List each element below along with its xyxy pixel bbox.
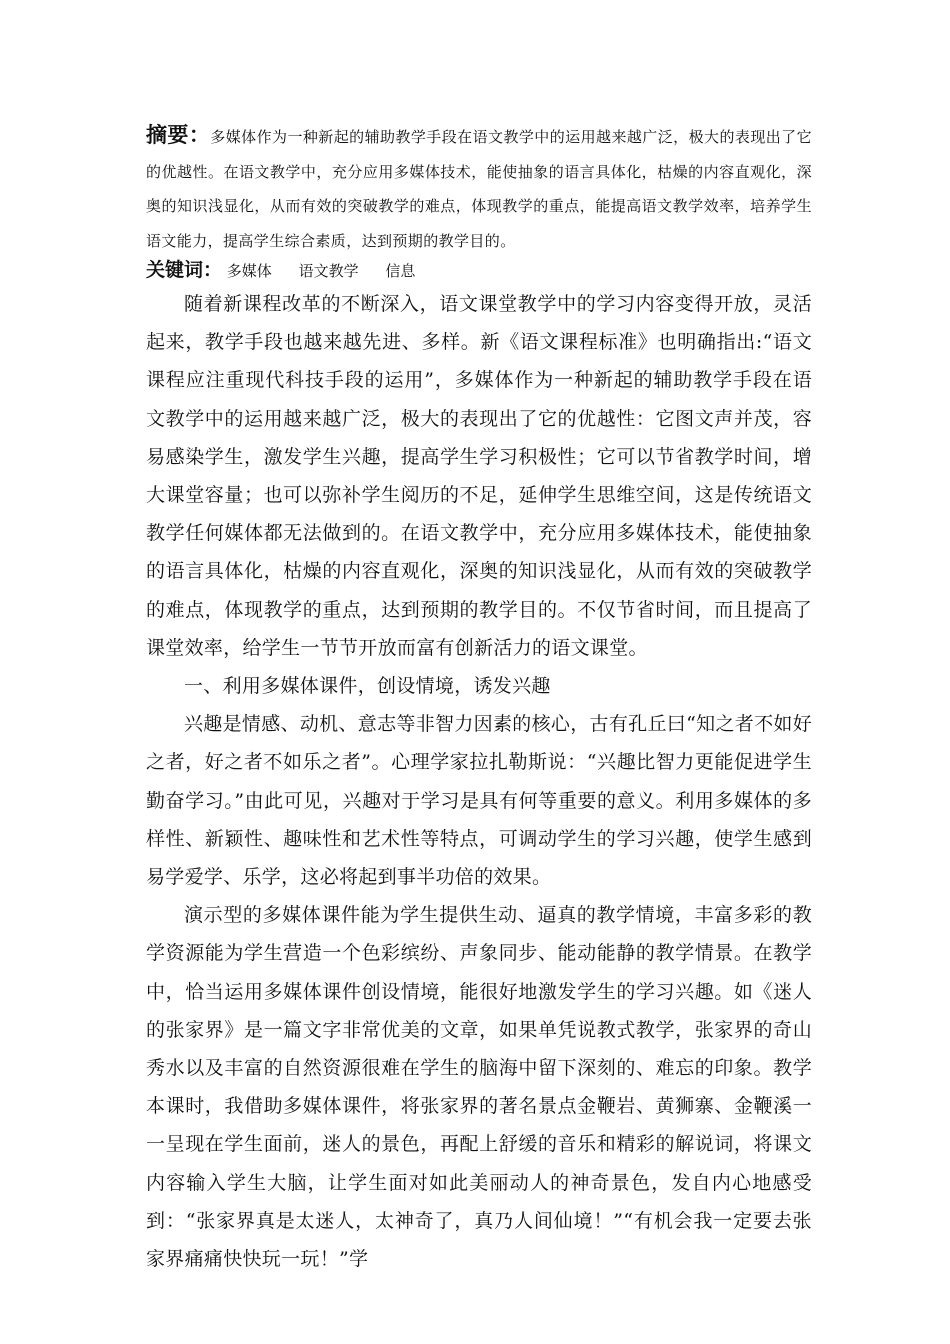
document-page [146,118,812,1278]
keyword-item: 多媒体 [226,262,272,280]
keyword-item: 信息 [385,262,416,280]
body-text [146,285,812,1278]
abstract-block [146,118,812,258]
section-paragraph: 兴趣是情感、动机、意志等非智力因素的核心，古有孔丘曰“知之者不如好之者，好之者不如乐之者”。心理学家拉扎勒斯说：“兴趣比智力更能促进学生勤奋学习。”由此可见，兴趣对于学习是具有何等重要的意义。利用多媒体的多样性、新颖性、趣味性和艺术性等特点，可调动学生的学习兴趣，使学生感到易学爱学、乐学，这必将起到事半功倍的效果。 [146,713,812,889]
keywords-line [146,256,812,285]
keyword-item: 语文教学 [298,262,359,280]
section-heading: 一、利用多媒体课件，创设情境，诱发兴趣 [184,675,551,698]
intro-paragraph: 随着新课程改革的不断深入，语文课堂教学中的学习内容变得开放，灵活起来，教学手段也越来越先进、多样。新《语文课程标准》也明确指出:“语文课程应注重现代科技手段的运用”，多媒体作为一种新起的辅助教学手段在语文教学中的运用越来越广泛，极大的表现出了它的优越性：它图文声并茂，容易感染学生，激发学生兴趣，提高学生学习积极性；它可以节省教学时间，增大课堂容量；也可以弥补学生阅历的不足，延伸学生思维空间，这是传统语文教学任何媒体都无法做到的。在语文教学中，充分应用多媒体技术，能使抽象的语言具体化，枯燥的内容直观化，深奥的知识浅显化，从而有效的突破教学的难点，体现教学的重点，达到预期的教学目的。不仅节省时间，而且提高了课堂效率，给学生一节节开放而富有创新活力的语文课堂。 [146,293,812,659]
abstract-label: 摘要： [146,123,211,147]
section-paragraph: 演示型的多媒体课件能为学生提供生动、逼真的教学情境，丰富多彩的教学资源能为学生营造一个色彩缤纷、声象同步、能动能静的教学情景。在教学中，恰当运用多媒体课件创设情境，能很好地激发学生的学习兴趣。如《迷人的张家界》是一篇文字非常优美的文章，如果单凭说教式教学，张家界的奇山秀水以及丰富的自然资源很难在学生的脑海中留下深刻的、难忘的印象。教学本课时，我借助多媒体课件，将张家界的著名景点金鞭岩、黄狮寨、金鞭溪一一呈现在学生面前，迷人的景色，再配上舒缓的音乐和精彩的解说词，将课文内容输入学生大脑，让学生面对如此美丽动人的神奇景色，发自内心地感受到：“张家界真是太迷人，太神奇了，真乃人间仙境！”“有机会我一定要去张家界痛痛快快玩一玩！”学 [146,904,812,1271]
keywords-label: 关键词： [146,259,223,281]
abstract-text: 多媒体作为一种新起的辅助教学手段在语文教学中的运用越来越广泛，极大的表现出了它的优越性。在语文教学中，充分应用多媒体技术，能使抽象的语言具体化，枯燥的内容直观化，深奥的知识浅显化，从而有效的突破教学的难点，体现教学的重点，能提高语文教学效率，培养学生语文能力，提高学生综合素质，达到预期的教学目的。 [146,128,813,250]
